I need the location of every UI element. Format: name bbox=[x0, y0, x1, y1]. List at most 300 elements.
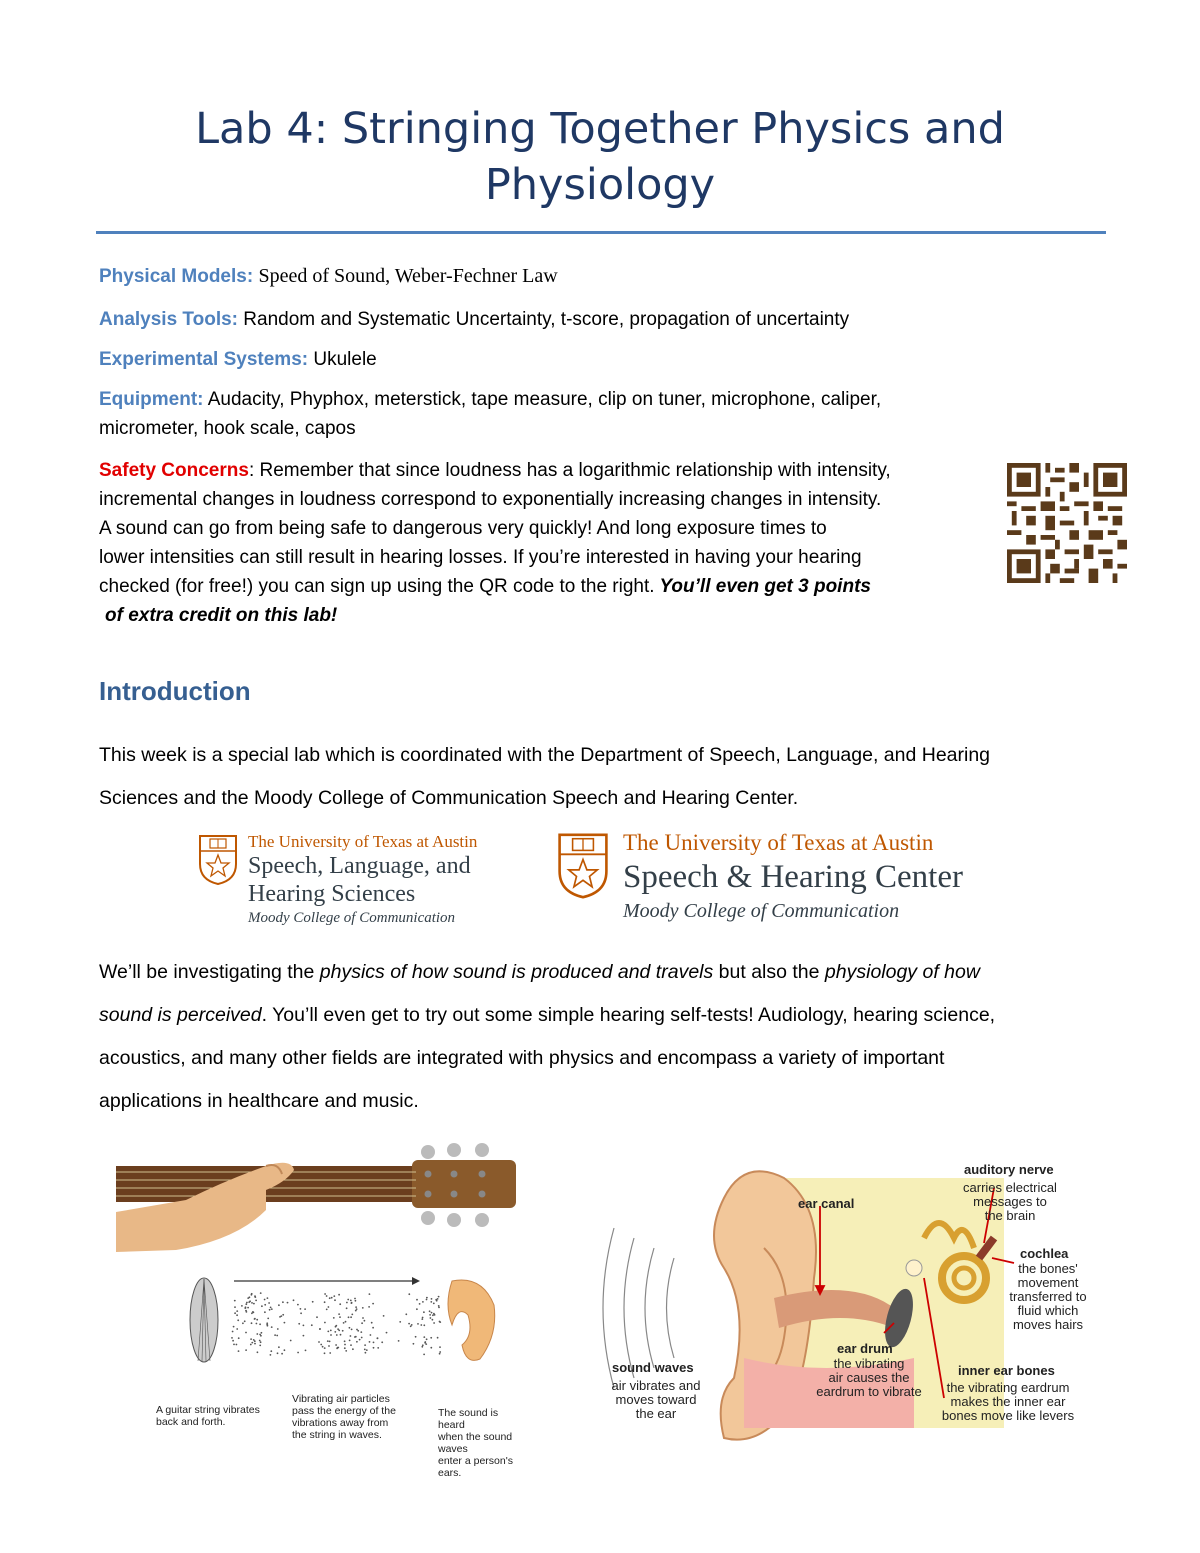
air-particle bbox=[423, 1311, 425, 1313]
air-particle bbox=[371, 1322, 373, 1324]
air-particle bbox=[259, 1323, 261, 1325]
air-particle bbox=[431, 1312, 433, 1314]
air-particle bbox=[280, 1315, 282, 1317]
air-particle bbox=[244, 1320, 246, 1322]
air-particle bbox=[439, 1351, 441, 1353]
air-particle bbox=[284, 1349, 286, 1351]
para2-line-3: acoustics, and many other fields are integrated with physics and encompass a variety of important bbox=[99, 1047, 945, 1069]
air-particle bbox=[282, 1314, 284, 1316]
air-particle bbox=[331, 1297, 333, 1299]
para2-f: . You’ll even get to try out some simple hearing self-tests! Audiology, hearing science, bbox=[261, 1004, 996, 1026]
air-particle bbox=[326, 1309, 328, 1311]
cochlea-desc-4: fluid which bbox=[1017, 1303, 1079, 1318]
air-particle bbox=[329, 1297, 331, 1299]
air-particle bbox=[271, 1308, 273, 1310]
air-particle bbox=[438, 1305, 440, 1307]
air-particle bbox=[303, 1325, 305, 1327]
air-particle bbox=[328, 1306, 330, 1308]
air-particle bbox=[248, 1301, 250, 1303]
air-particle bbox=[256, 1333, 258, 1335]
air-particle bbox=[327, 1340, 329, 1342]
air-particle bbox=[366, 1349, 368, 1351]
air-particle bbox=[430, 1317, 432, 1319]
air-particle bbox=[277, 1352, 279, 1354]
analysis-tools-label: Analysis Tools: bbox=[99, 309, 239, 330]
air-particle bbox=[237, 1319, 239, 1321]
air-particle bbox=[274, 1334, 276, 1336]
intro-paragraph bbox=[99, 734, 1099, 820]
air-particle bbox=[377, 1338, 379, 1340]
air-particle bbox=[430, 1347, 432, 1349]
air-particle bbox=[318, 1341, 320, 1343]
air-particle bbox=[413, 1343, 415, 1345]
air-particle bbox=[421, 1318, 423, 1320]
label-ear-drum: ear drum bbox=[837, 1341, 893, 1356]
air-particle bbox=[236, 1328, 238, 1330]
equipment-value-1: Audacity, Phyphox, meterstick, tape measure, clip on tuner, microphone, caliper, bbox=[207, 389, 882, 410]
air-particle bbox=[351, 1329, 353, 1331]
air-particle bbox=[345, 1321, 347, 1323]
slhs-name-1: Speech, Language, and bbox=[248, 853, 471, 879]
air-particle bbox=[322, 1346, 324, 1348]
air-particle bbox=[349, 1327, 351, 1329]
shc-ut-name: The University of Texas at Austin bbox=[623, 830, 934, 855]
air-particle bbox=[277, 1328, 279, 1330]
air-particle bbox=[250, 1338, 252, 1340]
air-particle bbox=[303, 1335, 305, 1337]
drum-desc-1: the vibrating bbox=[833, 1356, 905, 1371]
air-particle bbox=[355, 1306, 357, 1308]
air-particle bbox=[324, 1301, 326, 1303]
qr-code-icon[interactable] bbox=[1007, 463, 1127, 583]
caption-3-line-2: when the sound waves bbox=[438, 1431, 513, 1455]
air-particle bbox=[259, 1345, 261, 1347]
air-particle bbox=[350, 1316, 352, 1318]
air-particle bbox=[329, 1341, 331, 1343]
intro-line-1: This week is a special lab which is coordinated with the Department of Speech, Language, and Hearing bbox=[99, 744, 991, 766]
air-particle bbox=[345, 1350, 347, 1352]
safety-line-1: Remember that since loudness has a logarithmic relationship with intensity, bbox=[254, 460, 891, 481]
para2-d: physiology of how bbox=[824, 961, 980, 983]
air-particle bbox=[338, 1330, 340, 1332]
investigation-paragraph bbox=[99, 951, 1099, 1123]
air-particle bbox=[281, 1353, 283, 1355]
air-particle bbox=[355, 1300, 357, 1302]
air-particle bbox=[335, 1344, 337, 1346]
experimental-systems-label: Experimental Systems: bbox=[99, 349, 309, 370]
air-particle bbox=[278, 1346, 280, 1348]
air-particle bbox=[245, 1349, 247, 1351]
air-particle bbox=[304, 1308, 306, 1310]
guitar-sound-figure bbox=[116, 1140, 526, 1479]
introduction-heading: Introduction bbox=[99, 676, 251, 706]
air-particle bbox=[290, 1340, 292, 1342]
air-particle bbox=[264, 1299, 266, 1301]
safety-line-2: incremental changes in loudness correspond to exponentially increasing changes in intensity. bbox=[99, 489, 882, 510]
shc-name: Speech & Hearing Center bbox=[623, 859, 963, 895]
air-particle bbox=[236, 1314, 238, 1316]
air-particle bbox=[270, 1307, 272, 1309]
shc-logo bbox=[557, 826, 1037, 926]
air-particle bbox=[256, 1323, 258, 1325]
air-particle bbox=[422, 1344, 424, 1346]
para2-a: We’ll be investigating the bbox=[99, 961, 320, 983]
air-particle bbox=[278, 1304, 280, 1306]
label-auditory-nerve: auditory nerve bbox=[964, 1162, 1054, 1177]
air-particle bbox=[350, 1335, 352, 1337]
auditory-desc-1: carries electrical bbox=[963, 1180, 1057, 1195]
air-particle bbox=[316, 1316, 318, 1318]
air-particle bbox=[423, 1324, 425, 1326]
safety-paragraph bbox=[99, 456, 999, 630]
air-particle bbox=[245, 1310, 247, 1312]
air-particle bbox=[261, 1332, 263, 1334]
air-particle bbox=[300, 1308, 302, 1310]
air-particle bbox=[359, 1339, 361, 1341]
air-particle bbox=[361, 1337, 363, 1339]
slhs-name-2: Hearing Sciences bbox=[248, 881, 416, 907]
air-particle bbox=[231, 1337, 233, 1339]
air-particle bbox=[320, 1344, 322, 1346]
air-particle bbox=[419, 1303, 421, 1305]
air-particle bbox=[284, 1322, 286, 1324]
air-particle bbox=[408, 1323, 410, 1325]
drum-desc-3: eardrum to vibrate bbox=[816, 1384, 922, 1399]
caption-3-line-1: The sound is heard bbox=[438, 1407, 499, 1431]
air-particle bbox=[364, 1320, 366, 1322]
air-particle bbox=[261, 1305, 263, 1307]
air-particle bbox=[422, 1317, 424, 1319]
caption-2-line-4: the string in waves. bbox=[292, 1429, 382, 1441]
air-particle bbox=[422, 1301, 424, 1303]
air-particle bbox=[300, 1312, 302, 1314]
title-rule bbox=[96, 231, 1106, 234]
air-particle bbox=[381, 1341, 383, 1343]
caption-1-line-1: A guitar string vibrates bbox=[156, 1404, 260, 1416]
ear-drum-desc bbox=[794, 1357, 944, 1399]
air-particle bbox=[435, 1299, 437, 1301]
cochlea-desc-3: transferred to bbox=[1009, 1289, 1087, 1304]
air-particle bbox=[411, 1324, 413, 1326]
air-particle bbox=[398, 1340, 400, 1342]
air-particle bbox=[245, 1332, 247, 1334]
drum-desc-2: air causes the bbox=[828, 1370, 910, 1385]
shc-college: Moody College of Communication bbox=[623, 900, 900, 922]
air-particle bbox=[423, 1336, 425, 1338]
air-particle bbox=[429, 1314, 431, 1316]
air-particle bbox=[426, 1299, 428, 1301]
air-particle bbox=[356, 1308, 358, 1310]
air-particle bbox=[238, 1337, 240, 1339]
title-line-1: Lab 4: Stringing Together Physics and bbox=[195, 104, 1005, 154]
air-particle bbox=[245, 1303, 247, 1305]
air-particle bbox=[271, 1326, 273, 1328]
cochlea-desc-2: movement bbox=[1017, 1275, 1079, 1290]
air-particle bbox=[416, 1299, 418, 1301]
cochlea-desc-5: moves hairs bbox=[1012, 1317, 1084, 1332]
air-particle bbox=[238, 1350, 240, 1352]
air-particle bbox=[334, 1299, 336, 1301]
air-particle bbox=[350, 1300, 352, 1302]
air-particle bbox=[254, 1296, 256, 1298]
waves-desc-2: moves toward bbox=[615, 1392, 697, 1407]
air-particle bbox=[426, 1338, 428, 1340]
analysis-tools-value: Random and Systematic Uncertainty, t-score, propagation of uncertainty bbox=[243, 309, 850, 330]
air-particle bbox=[356, 1341, 358, 1343]
air-particle bbox=[253, 1303, 255, 1305]
air-particle bbox=[438, 1296, 440, 1298]
equipment-label: Equipment: bbox=[99, 389, 204, 410]
air-particle bbox=[249, 1296, 251, 1298]
air-particle bbox=[251, 1342, 253, 1344]
air-particle bbox=[370, 1334, 372, 1336]
air-particle bbox=[324, 1347, 326, 1349]
label-sound-waves: sound waves bbox=[612, 1360, 694, 1375]
equipment-value-2: micrometer, hook scale, capos bbox=[99, 418, 356, 439]
air-particle bbox=[251, 1302, 253, 1304]
auditory-nerve-desc bbox=[940, 1181, 1080, 1223]
guitar-caption-3 bbox=[438, 1407, 526, 1479]
air-particle bbox=[355, 1336, 357, 1338]
caption-2-line-3: vibrations away from bbox=[292, 1417, 389, 1429]
air-particle bbox=[236, 1310, 238, 1312]
air-particle bbox=[338, 1313, 340, 1315]
intro-line-2: Sciences and the Moody College of Communication Speech and Hearing Center. bbox=[99, 787, 799, 809]
guitar-caption-1 bbox=[156, 1404, 260, 1428]
analysis-tools-row bbox=[99, 305, 849, 334]
air-particle bbox=[364, 1344, 366, 1346]
para2-line-4: applications in healthcare and music. bbox=[99, 1090, 419, 1112]
physical-models-label: Physical Models: bbox=[99, 266, 254, 287]
air-particle bbox=[282, 1301, 284, 1303]
air-particle bbox=[431, 1298, 433, 1300]
air-particle bbox=[426, 1297, 428, 1299]
air-particle bbox=[326, 1295, 328, 1297]
air-particle bbox=[259, 1340, 261, 1342]
air-particle bbox=[254, 1343, 256, 1345]
air-particle bbox=[266, 1324, 268, 1326]
air-particle bbox=[267, 1297, 269, 1299]
air-particle bbox=[386, 1332, 388, 1334]
air-particle bbox=[356, 1329, 358, 1331]
air-particle bbox=[253, 1312, 255, 1314]
air-particle bbox=[372, 1327, 374, 1329]
physical-models-value: Speed of Sound, Weber-Fechner Law bbox=[258, 265, 558, 287]
air-particle bbox=[399, 1321, 401, 1323]
air-particle bbox=[328, 1345, 330, 1347]
air-particle bbox=[364, 1349, 366, 1351]
page-title bbox=[0, 100, 1200, 214]
air-particle bbox=[340, 1334, 342, 1336]
air-particle bbox=[270, 1350, 272, 1352]
air-particle bbox=[251, 1294, 253, 1296]
air-particle bbox=[232, 1331, 234, 1333]
air-particle bbox=[433, 1322, 435, 1324]
air-particle bbox=[330, 1330, 332, 1332]
air-particle bbox=[336, 1348, 338, 1350]
air-particle bbox=[244, 1307, 246, 1309]
cochlea-desc bbox=[1000, 1262, 1096, 1332]
caption-1-line-2: back and forth. bbox=[156, 1416, 226, 1428]
air-particle bbox=[343, 1322, 345, 1324]
air-particle bbox=[420, 1324, 422, 1326]
air-particle bbox=[362, 1317, 364, 1319]
air-particle bbox=[346, 1307, 348, 1309]
air-particle bbox=[416, 1308, 418, 1310]
air-particle bbox=[264, 1304, 266, 1306]
air-particle bbox=[256, 1319, 258, 1321]
air-particle bbox=[430, 1301, 432, 1303]
air-particle bbox=[297, 1352, 299, 1354]
air-particle bbox=[439, 1321, 441, 1323]
air-particle bbox=[319, 1328, 321, 1330]
equipment-row bbox=[99, 385, 881, 443]
safety-line-3: A sound can go from being safe to dangerous very quickly! And long exposure times to bbox=[99, 518, 827, 539]
air-particle bbox=[433, 1303, 435, 1305]
air-particle bbox=[347, 1299, 349, 1301]
air-particle bbox=[368, 1306, 370, 1308]
inner-ear-bones-desc bbox=[928, 1381, 1088, 1423]
label-cochlea: cochlea bbox=[1020, 1246, 1069, 1261]
slhs-ut-name: The University of Texas at Austin bbox=[248, 832, 478, 851]
air-particle bbox=[362, 1307, 364, 1309]
air-particle bbox=[350, 1344, 352, 1346]
cochlea-desc-1: the bones' bbox=[1018, 1261, 1078, 1276]
air-particle bbox=[417, 1323, 419, 1325]
air-particle bbox=[297, 1304, 299, 1306]
air-particle bbox=[260, 1292, 262, 1294]
safety-bonus-1: You’ll even get 3 points bbox=[654, 576, 871, 597]
air-particle bbox=[241, 1305, 243, 1307]
air-particle bbox=[232, 1340, 234, 1342]
caption-2-line-1: Vibrating air particles bbox=[292, 1393, 390, 1405]
air-particle bbox=[336, 1334, 338, 1336]
sound-waves-desc bbox=[596, 1379, 716, 1421]
ut-shield-icon bbox=[557, 832, 609, 900]
air-particle bbox=[234, 1312, 236, 1314]
air-particle bbox=[351, 1314, 353, 1316]
air-particle bbox=[344, 1340, 346, 1342]
air-particle bbox=[250, 1344, 252, 1346]
air-particle bbox=[255, 1300, 257, 1302]
para2-b: physics of how sound is produced and travels bbox=[319, 961, 714, 983]
air-particle bbox=[324, 1293, 326, 1295]
safety-bonus-2: of extra credit on this lab! bbox=[105, 605, 338, 626]
auditory-desc-3: the brain bbox=[984, 1208, 1036, 1223]
air-particle bbox=[254, 1318, 256, 1320]
air-particle bbox=[383, 1315, 385, 1317]
air-particle bbox=[349, 1340, 351, 1342]
air-particle bbox=[236, 1344, 238, 1346]
air-particle bbox=[432, 1319, 434, 1321]
caption-3-line-3: enter a person's ears. bbox=[438, 1455, 513, 1479]
air-particle bbox=[360, 1331, 362, 1333]
air-particle bbox=[348, 1316, 350, 1318]
air-particle bbox=[377, 1347, 379, 1349]
air-particle bbox=[346, 1302, 348, 1304]
waves-desc-3: the ear bbox=[635, 1406, 677, 1421]
air-particle bbox=[251, 1322, 253, 1324]
bones-desc-2: makes the inner ear bbox=[950, 1394, 1066, 1409]
air-particle bbox=[352, 1348, 354, 1350]
experimental-systems-row bbox=[99, 345, 377, 374]
safety-line-5: checked (for free!) you can sign up using the QR code to the right. bbox=[99, 576, 655, 597]
air-particle bbox=[408, 1293, 410, 1295]
air-particle bbox=[354, 1298, 356, 1300]
air-particle bbox=[334, 1331, 336, 1333]
air-particle bbox=[439, 1346, 441, 1348]
air-particle bbox=[298, 1323, 300, 1325]
air-particle bbox=[339, 1303, 341, 1305]
air-particle bbox=[311, 1324, 313, 1326]
air-particle bbox=[264, 1311, 266, 1313]
air-particle bbox=[339, 1316, 341, 1318]
air-particle bbox=[260, 1341, 262, 1343]
air-particle bbox=[333, 1295, 335, 1297]
air-particle bbox=[432, 1314, 434, 1316]
title-line-2: Physiology bbox=[484, 160, 716, 210]
air-particle bbox=[330, 1334, 332, 1336]
label-ear-canal: ear canal bbox=[798, 1196, 855, 1211]
air-particle bbox=[424, 1342, 426, 1344]
experimental-systems-value: Ukulele bbox=[313, 349, 377, 370]
physical-models-row bbox=[99, 262, 558, 291]
air-particle bbox=[257, 1351, 259, 1353]
air-particle bbox=[361, 1322, 363, 1324]
air-particle bbox=[415, 1336, 417, 1338]
slhs-college: Moody College of Communication bbox=[248, 910, 456, 926]
safety-label: Safety Concerns bbox=[99, 460, 249, 481]
air-particle bbox=[267, 1318, 269, 1320]
air-particle bbox=[233, 1326, 235, 1328]
air-particle bbox=[254, 1340, 256, 1342]
label-inner-ear-bones: inner ear bones bbox=[958, 1363, 1055, 1378]
para2-c: but also the bbox=[713, 961, 825, 983]
air-particle bbox=[351, 1302, 353, 1304]
air-particle bbox=[324, 1352, 326, 1354]
waves-desc-1: air vibrates and bbox=[611, 1378, 701, 1393]
air-particle bbox=[373, 1347, 375, 1349]
air-particle bbox=[293, 1299, 295, 1301]
air-particle bbox=[305, 1350, 307, 1352]
air-particle bbox=[438, 1307, 440, 1309]
air-particle bbox=[369, 1341, 371, 1343]
ear-anatomy-figure bbox=[594, 1158, 1094, 1458]
air-particle bbox=[439, 1353, 441, 1355]
air-particle bbox=[333, 1317, 335, 1319]
air-particle bbox=[335, 1326, 337, 1328]
bones-desc-1: the vibrating eardrum bbox=[946, 1380, 1070, 1395]
air-particle bbox=[260, 1335, 262, 1337]
slhs-logo bbox=[198, 832, 518, 932]
safety-colon: : bbox=[248, 460, 255, 481]
air-particle bbox=[242, 1322, 244, 1324]
air-particle bbox=[373, 1342, 375, 1344]
air-particle bbox=[276, 1335, 278, 1337]
air-particle bbox=[251, 1312, 253, 1314]
air-particle bbox=[329, 1352, 331, 1354]
air-particle bbox=[324, 1322, 326, 1324]
air-particle bbox=[342, 1330, 344, 1332]
air-particle bbox=[365, 1352, 367, 1354]
air-particle bbox=[327, 1331, 329, 1333]
safety-line-4: lower intensities can still result in hearing losses. If you’re interested in having your hearing bbox=[99, 547, 862, 568]
guitar-caption-2 bbox=[292, 1393, 396, 1441]
guitar-neck-icon bbox=[116, 1140, 526, 1260]
caption-2-line-2: pass the energy of the bbox=[292, 1405, 396, 1417]
air-particle bbox=[233, 1344, 235, 1346]
air-particle bbox=[369, 1293, 371, 1295]
